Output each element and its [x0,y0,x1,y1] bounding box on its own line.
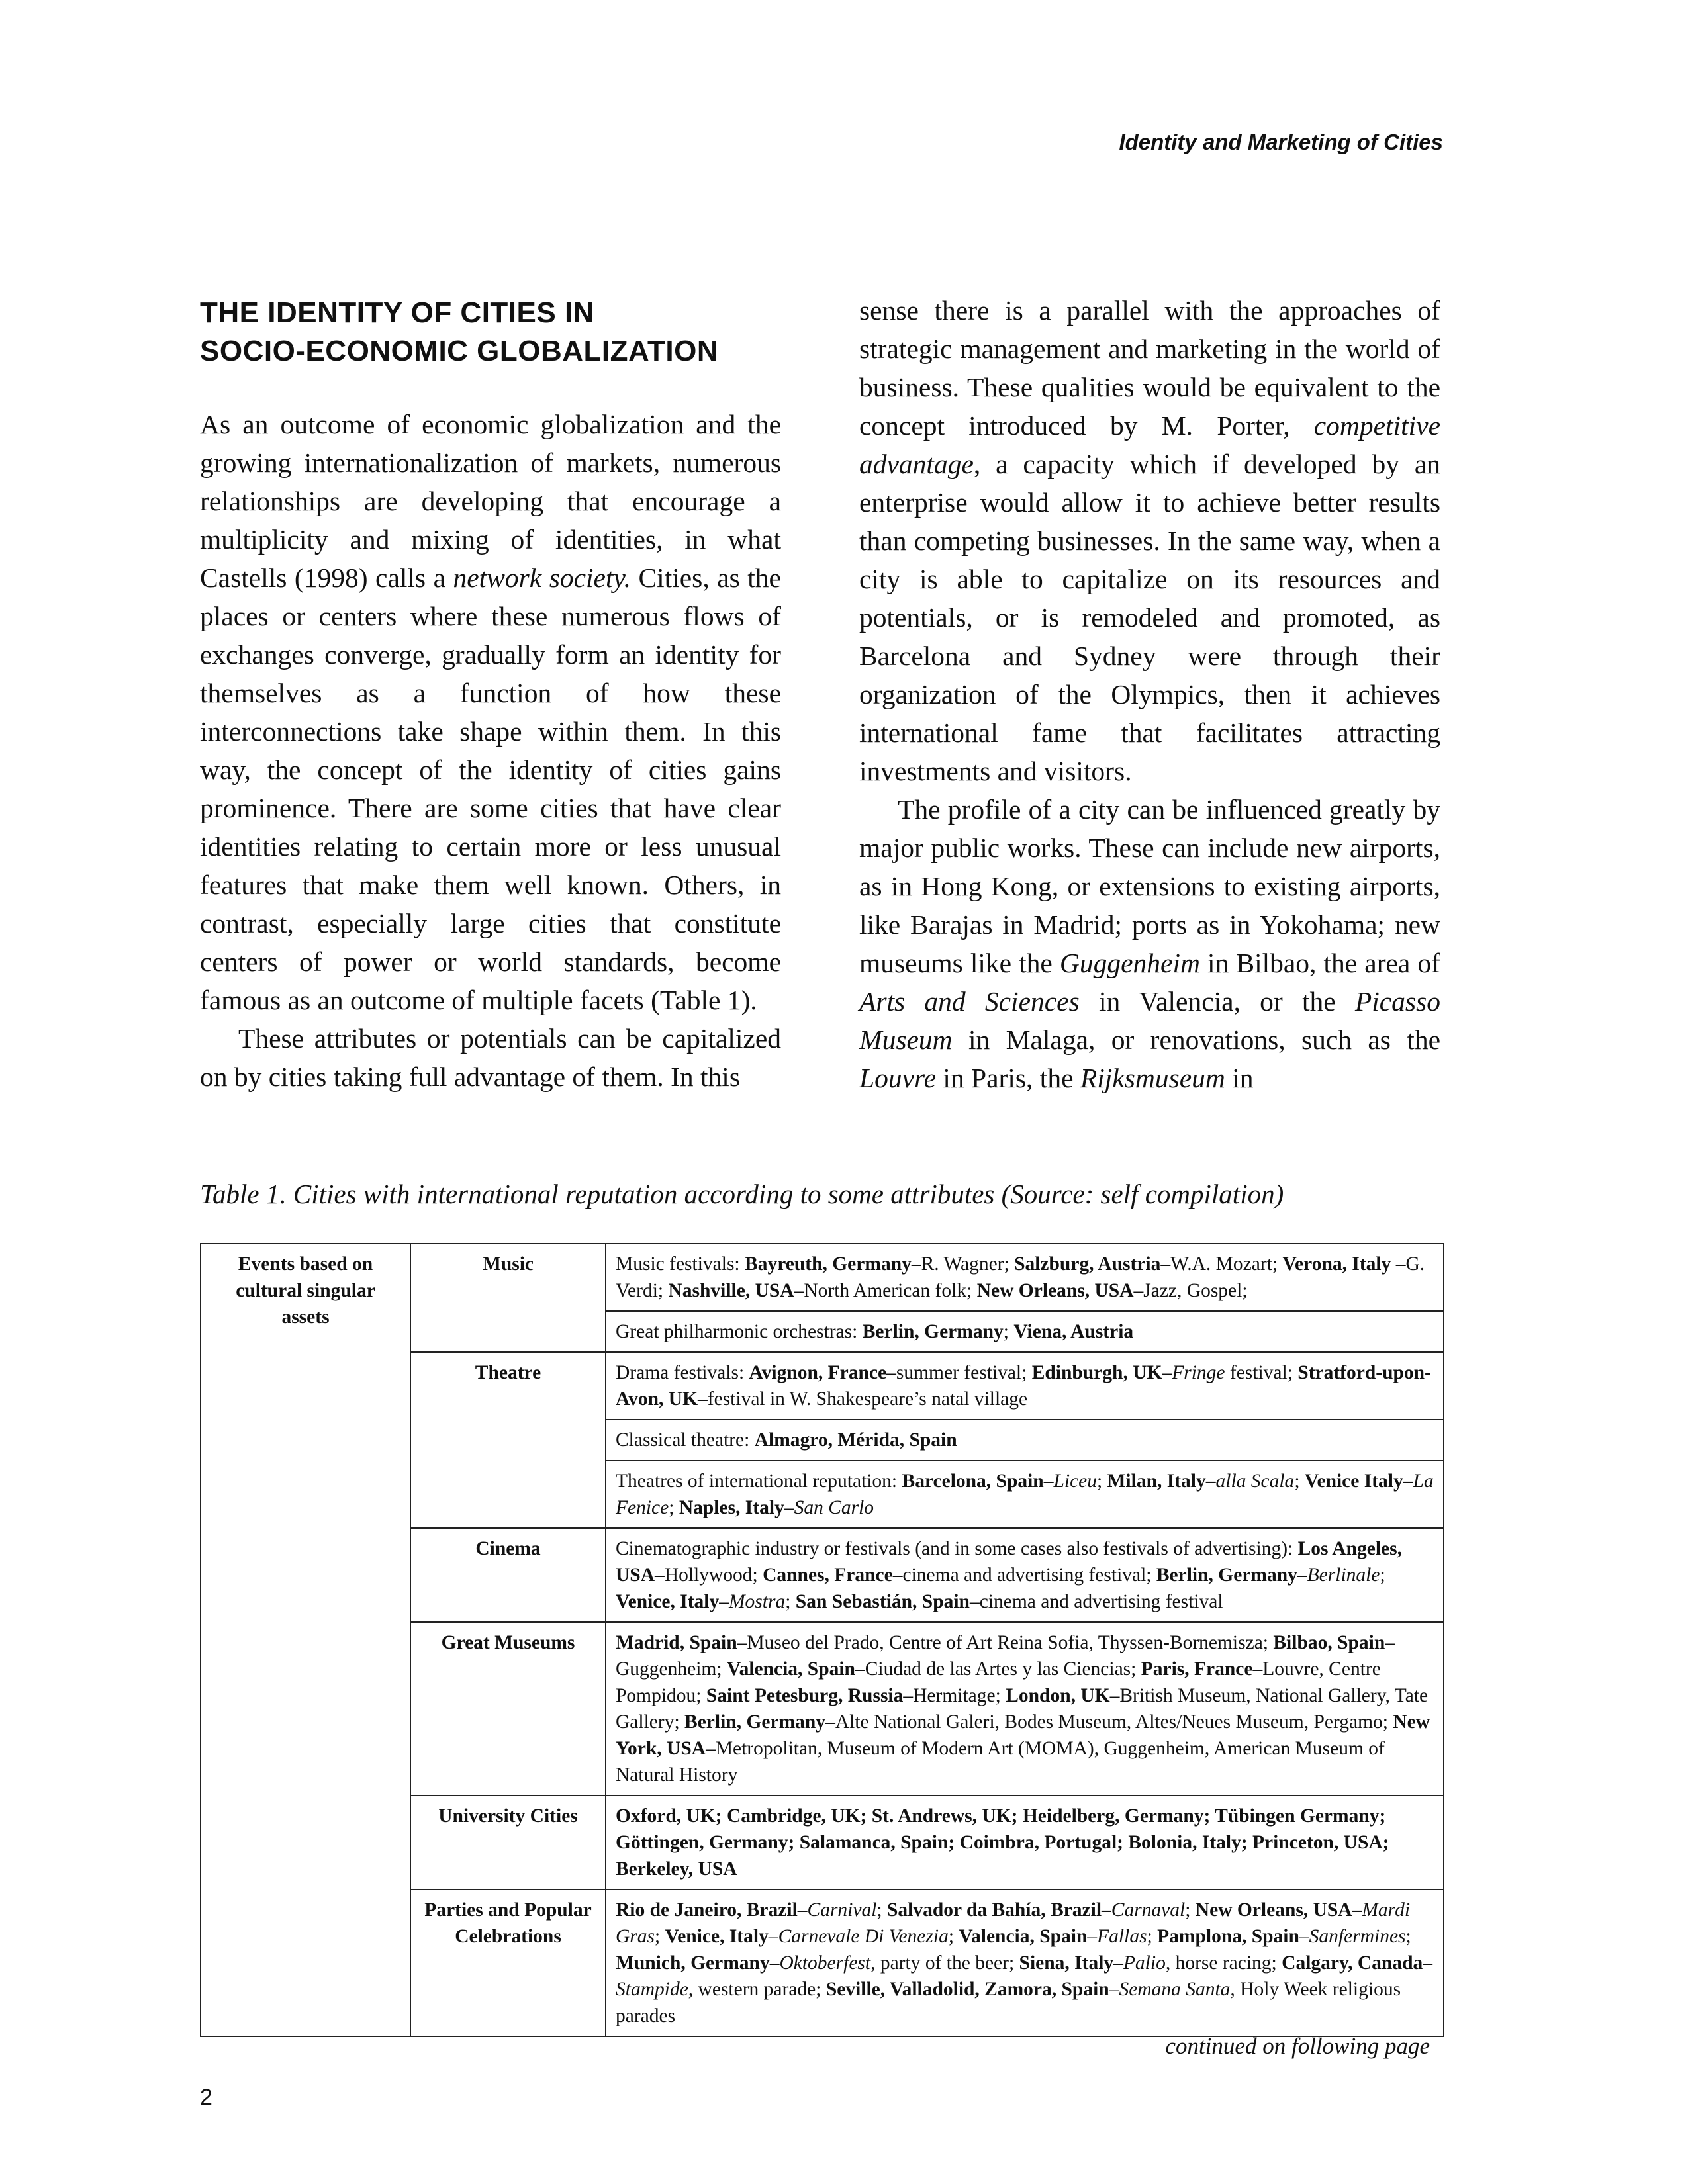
table-cell: Madrid, Spain–Museo del Prado, Centre of Art Reina Sofia, Thyssen-Bornemisza; Bilbao, Spain–Guggenheim; Valencia, Spain–Ciudad de las Artes y las Ciencias; Paris, France–Louvre, Centre Pompidou; Saint Petesburg, Russia–Hermitage; London, UK–British Museum, National Gallery, Tate Gallery; Berlin, Germany–Alte National Galeri, Bodes Museum, Altes/Neues Museum, Pergamo; New York, USA–Metropolitan, Museum of Modern Art (MOMA), Guggenheim, American Museum of Natural History [606,1622,1444,1796]
category-museums: Great Museums [410,1622,606,1796]
table-row [201,1244,1444,1311]
table-cell: Theatres of international reputation: Barcelona, Spain–Liceu; Milan, Italy–alla Scala; Venice Italy–La Fenice; Naples, Italy–San Carlo [606,1461,1444,1528]
table-cell: Classical theatre: Almagro, Mérida, Spain [606,1420,1444,1461]
category-music: Music [410,1244,606,1352]
section-title-line-2: SOCIO-ECONOMIC GLOBALIZATION [200,335,719,367]
category-university: University Cities [410,1796,606,1889]
paragraph: sense there is a parallel with the approaches of strategic management and marketing in the world of business. These qualities would be equivalent to the concept introduced by M. Porter, competitive advantage, a capacity which if developed by an enterprise would allow it to achieve better results than competing businesses. In the same way, when a city is able to capitalize on its resources and potentials, or is remodeled and promoted, as Barcelona and Sydney were through their organization of the Olympics, then it achieves international fame that facilitates attracting investments and visitors. [859,295,1440,786]
cities-table [200,1243,1444,2037]
category-parties: Parties and Popular Celebrations [410,1889,606,2036]
table-cell: Rio de Janeiro, Brazil–Carnival; Salvador da Bahía, Brazil–Carnaval; New Orleans, USA–Mardi Gras; Venice, Italy–Carnevale Di Venezia; Valencia, Spain–Fallas; Pamplona, Spain–Sanfermines; Munich, Germany–Oktoberfest, party of the beer; Siena, Italy–Palio, horse racing; Calgary, Canada–Stampide, western parade; Seville, Valladolid, Zamora, Spain–Semana Santa, Holy Week religious parades [606,1889,1444,2036]
table-cell: Drama festivals: Avignon, France–summer festival; Edinburgh, UK–Fringe festival; Stratford-upon-Avon, UK–festival in W. Shakespeare’s natal village [606,1352,1444,1420]
table-cell: Music festivals: Bayreuth, Germany–R. Wagner; Salzburg, Austria–W.A. Mozart; Verona, Italy –G. Verdi; Nashville, USA–North American folk; New Orleans, USA–Jazz, Gospel; [606,1244,1444,1311]
running-head: Identity and Marketing of Cities [1119,130,1443,154]
category-cinema: Cinema [410,1528,606,1622]
table-caption: Table 1. Cities with international reputation according to some attributes (Source: self compilation) [200,1179,1284,1209]
section-title-line-1: THE IDENTITY OF CITIES IN [200,296,594,329]
group-label: Events based on cultural singular assets [201,1244,410,2036]
left-column [200,291,781,1096]
table-cell: Great philharmonic orchestras: Berlin, Germany; Viena, Austria [606,1311,1444,1352]
continued-note: continued on following page [1165,2033,1430,2059]
paragraph: These attributes or potentials can be capitalized on by cities taking full advantage of them. In this [200,1023,781,1092]
right-column [859,291,1440,1097]
table-cell: Cinematographic industry or festivals (and in some cases also festivals of advertising): Los Angeles, USA–Hollywood; Cannes, France–cinema and advertising festival; Berlin, Germany–Berlinale; Venice, Italy–Mostra; San Sebastián, Spain–cinema and advertising festival [606,1528,1444,1622]
table-cell: Oxford, UK; Cambridge, UK; St. Andrews, UK; Heidelberg, Germany; Tübingen Germany; Göttingen, Germany; Salamanca, Spain; Coimbra, Portugal; Bolonia, Italy; Princeton, USA; Berkeley, USA [606,1796,1444,1889]
section-title [200,294,781,371]
paragraph: As an outcome of economic globalization and the growing internationalization of markets, numerous relationships are developing that encourage a multiplicity and mixing of identities, in what Castells (1998) calls a network society. Cities, as the places or centers where these numerous flows of exchanges converge, gradually form an identity for themselves as a function of how these interconnections take shape within them. In this way, the concept of the identity of cities gains prominence. There are some cities that have clear identities relating to certain more or less unusual features that make them well known. Others, in contrast, especially large cities that constitute centers of power or world standards, become famous as an outcome of multiple facets (Table 1). [200,409,781,1015]
paragraph: The profile of a city can be influenced greatly by major public works. These can include new airports, as in Hong Kong, or extensions to existing airports, like Barajas in Madrid; ports as in Yokohama; new museums like the Guggenheim in Bilbao, the area of Arts and Sciences in Valencia, or the Picasso Museum in Malaga, or renovations, such as the Louvre in Paris, the Rijksmuseum in [859,794,1440,1093]
page-number: 2 [200,2085,212,2110]
category-theatre: Theatre [410,1352,606,1528]
